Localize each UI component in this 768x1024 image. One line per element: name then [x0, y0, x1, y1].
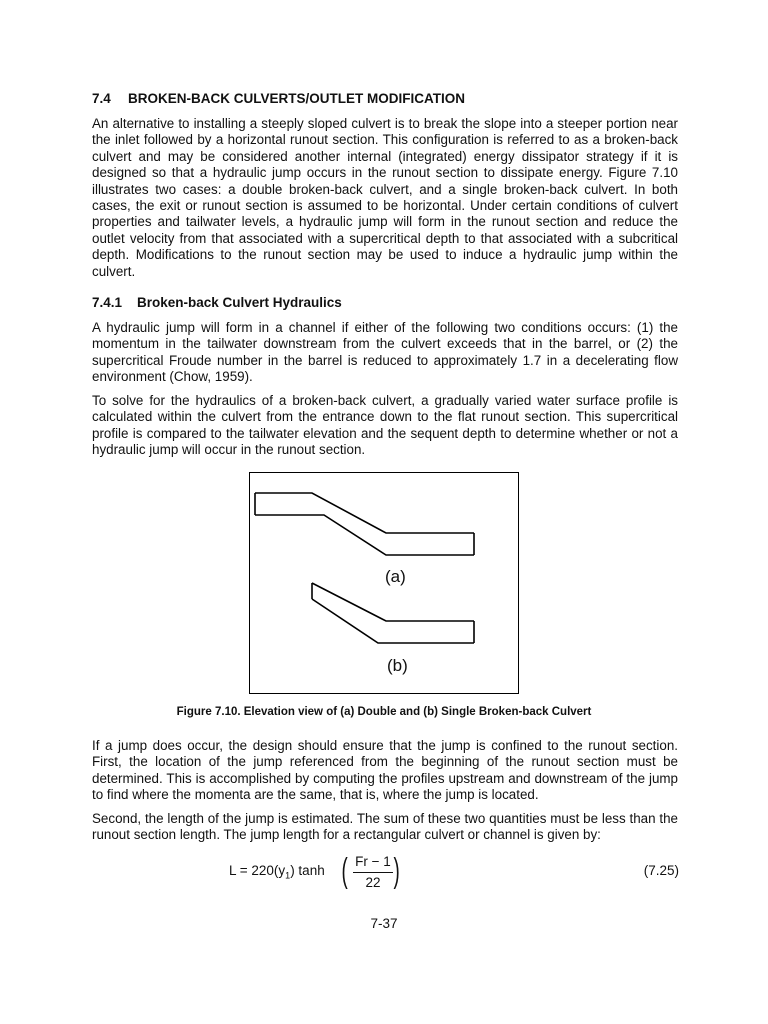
fraction-bar — [353, 872, 393, 873]
equation-fraction — [349, 854, 397, 891]
subsection-heading — [92, 294, 678, 312]
single-broken-back-culvert-drawing — [312, 583, 474, 643]
section-paragraph: An alternative to installing a steeply sloped culvert is to break the slope into a steeper portion near the inlet followed by a horizontal runout section. This configuration is referred to as a broken-back culvert and may be considered another internal (integrated) energy dissipator strategy if it is designed so that a hydraulic jump occurs in the runout section to dissipate energy. Figure 7.10 illustrates two cases: a double broken-back culvert, and a single broken-back culvert. In both cases, the exit or runout section is assumed to be horizontal. Under certain conditions of culvert properties and tailwater levels, a hydraulic jump will form in the runout section and reduce the outlet velocity from that associated with a supercritical depth to that associated with a subcritical depth. Modifications to the runout section may be used to induce a hydraulic jump within the culvert. — [92, 116, 678, 279]
left-paren: ( — [341, 852, 348, 890]
after-paragraph-1: If a jump does occur, the design should ensure that the jump is confined to the runout section. First, the location of the jump referenced from the beginning of the runout section must be determined. This is accomplished by computing the profiles upstream and downstream of the jump to find where the momenta are the same, that is, where the jump is located. — [92, 738, 678, 803]
page-number: 7-37 — [370, 916, 398, 931]
equation-lhs-suffix: ) tanh — [290, 863, 325, 878]
equation-lhs — [229, 863, 325, 881]
right-paren: ) — [393, 852, 400, 890]
section-number: 7.4 — [92, 91, 111, 106]
culvert-diagram — [250, 473, 517, 692]
figure-caption: Figure 7.10. Elevation view of (a) Double and (b) Single Broken-back Culvert — [176, 706, 592, 718]
figure-7-10 — [249, 472, 519, 694]
equation-7-25 — [229, 854, 679, 894]
fraction-denominator: 22 — [365, 875, 381, 890]
section-title: BROKEN-BACK CULVERTS/OUTLET MODIFICATION — [128, 91, 465, 106]
equation-number: (7.25) — [643, 863, 679, 878]
figure-label-b: (b) — [387, 656, 408, 675]
subsection-paragraph-1: A hydraulic jump will form in a channel if either of the following two conditions occurs: (1) the momentum in the tailwater downstream from the culvert exceeds that in the barrel, or (2) the supercritical Froude number in the barrel is reduced to approximately 1.7 in a decelerating flow environment (Chow, 1959). — [92, 320, 678, 385]
equation-subscript: 1 — [285, 870, 291, 881]
double-broken-back-culvert-drawing — [255, 493, 474, 555]
subsection-number: 7.4.1 — [92, 295, 123, 311]
page-body — [92, 90, 678, 465]
after-figure-text — [92, 738, 678, 850]
subsection-paragraph-2: To solve for the hydraulics of a broken-back culvert, a gradually varied water surface profile is calculated within the culvert from the entrance down to the flat runout section. This supercritical profile is compared to the tailwater elevation and the sequent depth to determine whether or not a hydraulic jump will occur in the runout section. — [92, 392, 678, 457]
after-paragraph-2: Second, the length of the jump is estimated. The sum of these two quantities must be less than the runout section length. The jump length for a rectangular culvert or channel is given by: — [92, 810, 678, 843]
section-heading — [92, 90, 678, 108]
fraction-numerator: Fr − 1 — [355, 854, 391, 869]
subsection-title: Broken-back Culvert Hydraulics — [137, 295, 342, 311]
figure-label-a: (a) — [385, 567, 406, 586]
equation-lhs-prefix: L = 220(y — [229, 863, 286, 878]
